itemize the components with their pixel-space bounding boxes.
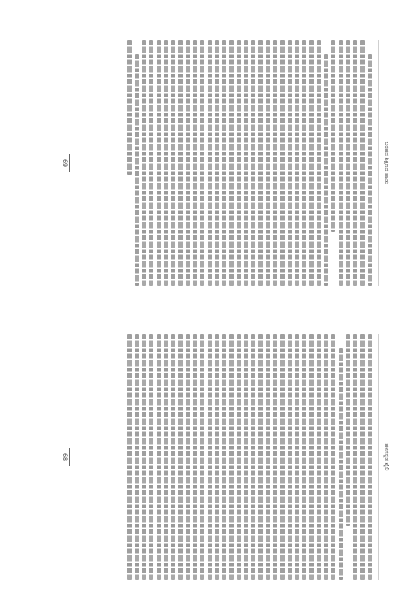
text-line (127, 40, 131, 175)
text-line (295, 334, 299, 580)
text-line (259, 334, 263, 580)
text-line (251, 334, 255, 580)
text-line (171, 40, 175, 286)
text-line (178, 40, 182, 286)
text-line (237, 334, 241, 580)
text-line (135, 54, 139, 286)
page-number (61, 28, 70, 298)
text-line (302, 40, 306, 286)
text-line (273, 40, 277, 286)
text-line (215, 334, 219, 580)
text-line (280, 40, 284, 286)
page-number (61, 322, 70, 592)
text-line (222, 40, 226, 286)
text-line (229, 40, 233, 286)
text-line (317, 40, 321, 286)
text-line (280, 334, 284, 580)
text-line (244, 40, 248, 286)
text-line (164, 334, 168, 580)
text-line (142, 334, 146, 580)
text-line (317, 334, 321, 580)
text-line (200, 334, 204, 580)
page-68 (55, 322, 395, 592)
page-69 (55, 28, 395, 298)
text-line (142, 40, 146, 286)
text-line (368, 54, 372, 286)
text-line (186, 334, 190, 580)
text-line (331, 334, 335, 580)
text-line (324, 334, 328, 580)
text-line (127, 334, 131, 580)
text-line (339, 40, 343, 286)
header-rule (378, 40, 379, 286)
header-rule (378, 334, 379, 580)
body-text (77, 40, 375, 286)
text-line (302, 334, 306, 580)
text-line (368, 334, 372, 580)
text-line (259, 40, 263, 286)
text-line (360, 334, 364, 580)
text-line (244, 334, 248, 580)
text-line (288, 40, 292, 286)
text-line (164, 40, 168, 286)
text-line (309, 334, 313, 580)
running-head: ಹಳಗನ್ನಡ ಶೈಲಿ (383, 443, 389, 471)
text-line (229, 334, 233, 580)
text-line (339, 348, 343, 580)
text-line (208, 40, 212, 286)
text-line (193, 40, 197, 286)
page-number-value: 69 (61, 154, 70, 172)
page-number-value: 68 (61, 448, 70, 466)
text-line (135, 334, 139, 580)
text-line (149, 40, 153, 286)
text-line (157, 334, 161, 580)
text-line (215, 40, 219, 286)
text-line (353, 40, 357, 286)
text-line (171, 334, 175, 580)
text-line (237, 40, 241, 286)
text-line (295, 40, 299, 286)
body-text (77, 334, 375, 580)
text-line (222, 334, 226, 580)
text-line (193, 334, 197, 580)
text-line (208, 334, 212, 580)
text-line (157, 40, 161, 286)
text-line (324, 54, 328, 286)
text-line (346, 40, 350, 286)
text-line (353, 334, 357, 580)
text-line (149, 334, 153, 580)
text-line (200, 40, 204, 286)
text-line (266, 40, 270, 286)
text-line (251, 40, 255, 286)
text-line (186, 40, 190, 286)
text-line (288, 334, 292, 580)
text-line (178, 334, 182, 580)
text-line (360, 40, 364, 286)
text-line (273, 334, 277, 580)
text-line (331, 40, 335, 232)
text-line (346, 334, 350, 526)
running-head: ಬರಹದ ಶಿಕ್ಷಣದ ಹಾಡು (383, 141, 389, 185)
text-line (266, 334, 270, 580)
text-line (309, 40, 313, 286)
